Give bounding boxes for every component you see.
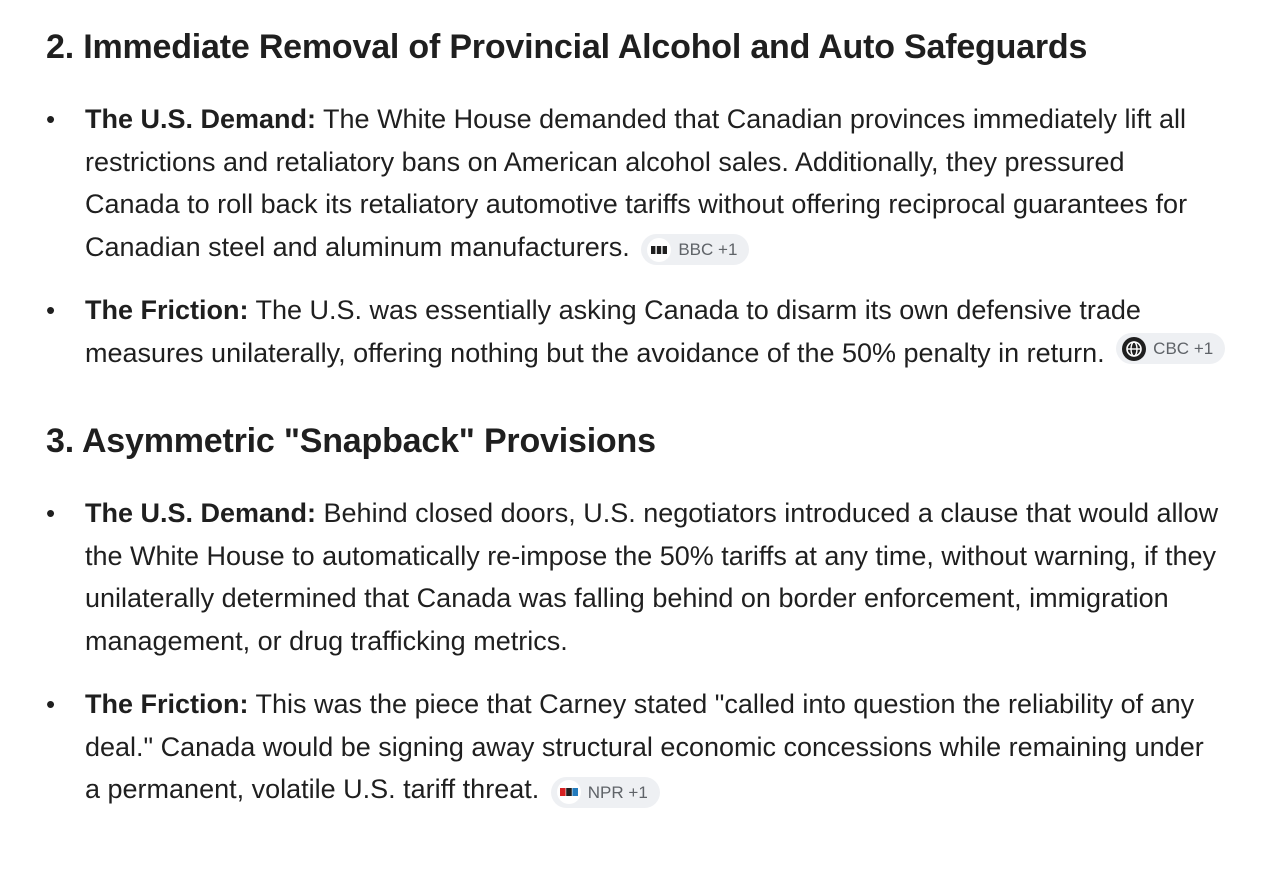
bullet-text: Behind closed doors, U.S. negotiators introduced a clause that would allow the White House to automatically re-impose the 50% tariffs at any time, without warning, if they unilaterally determined that Canada was falling behind on border enforcement, immigration management, or drug trafficking metrics. bbox=[85, 498, 1219, 656]
bullet-list bbox=[46, 492, 1226, 811]
bbc-icon bbox=[647, 238, 671, 262]
citation-source: NPR bbox=[587, 782, 624, 802]
bullet-dot: • bbox=[46, 295, 56, 325]
list-item bbox=[46, 683, 1226, 811]
citation-source: BBC bbox=[678, 240, 714, 259]
bullet-text: The U.S. was essentially asking Canada to disarm its own defensive trade measures unilaterally, offering nothing but the avoidance of the 50% penalty in return. bbox=[85, 295, 1141, 368]
list-item bbox=[46, 98, 1226, 268]
citation-extra: +1 bbox=[1193, 339, 1214, 358]
bullet-label: The U.S. Demand: bbox=[85, 498, 317, 528]
citation-extra: +1 bbox=[628, 782, 648, 802]
citation-source: CBC bbox=[1153, 339, 1190, 358]
citation-chip-cbc[interactable] bbox=[1116, 333, 1225, 364]
bullet-label: The Friction: bbox=[85, 295, 249, 325]
section-title: 2. Immediate Removal of Provincial Alcohol and Auto Safeguards bbox=[46, 28, 1088, 66]
bullet-dot: • bbox=[46, 498, 56, 528]
npr-icon bbox=[557, 780, 581, 804]
bullet-dot: • bbox=[46, 689, 56, 719]
citation-chip-bbc[interactable] bbox=[641, 234, 749, 265]
bullet-list bbox=[46, 98, 1226, 374]
bullet-text: The White House demanded that Canadian provinces immediately lift all restrictions and retaliatory bans on American alcohol sales. Additionally, they pressured Canada to roll back its retaliatory automotive tariffs without offering reciprocal guarantees for Canadian steel and aluminum manufacturers. bbox=[85, 104, 1188, 262]
bullet-text: This was the piece that Carney stated "called into question the reliability of any deal." Canada would be signing away structural economic concessions while remaining under a permanent, volatile U.S. tariff threat. bbox=[85, 689, 1204, 804]
list-item bbox=[46, 289, 1226, 374]
citation-extra: +1 bbox=[718, 240, 738, 259]
globe-icon bbox=[1122, 337, 1146, 361]
citation-chip-npr[interactable] bbox=[551, 777, 660, 808]
bullet-dot: • bbox=[46, 104, 56, 134]
list-item bbox=[46, 492, 1226, 662]
bullet-label: The U.S. Demand: bbox=[85, 104, 317, 134]
bullet-label: The Friction: bbox=[85, 689, 249, 719]
section-title: 3. Asymmetric "Snapback" Provisions bbox=[46, 422, 656, 460]
